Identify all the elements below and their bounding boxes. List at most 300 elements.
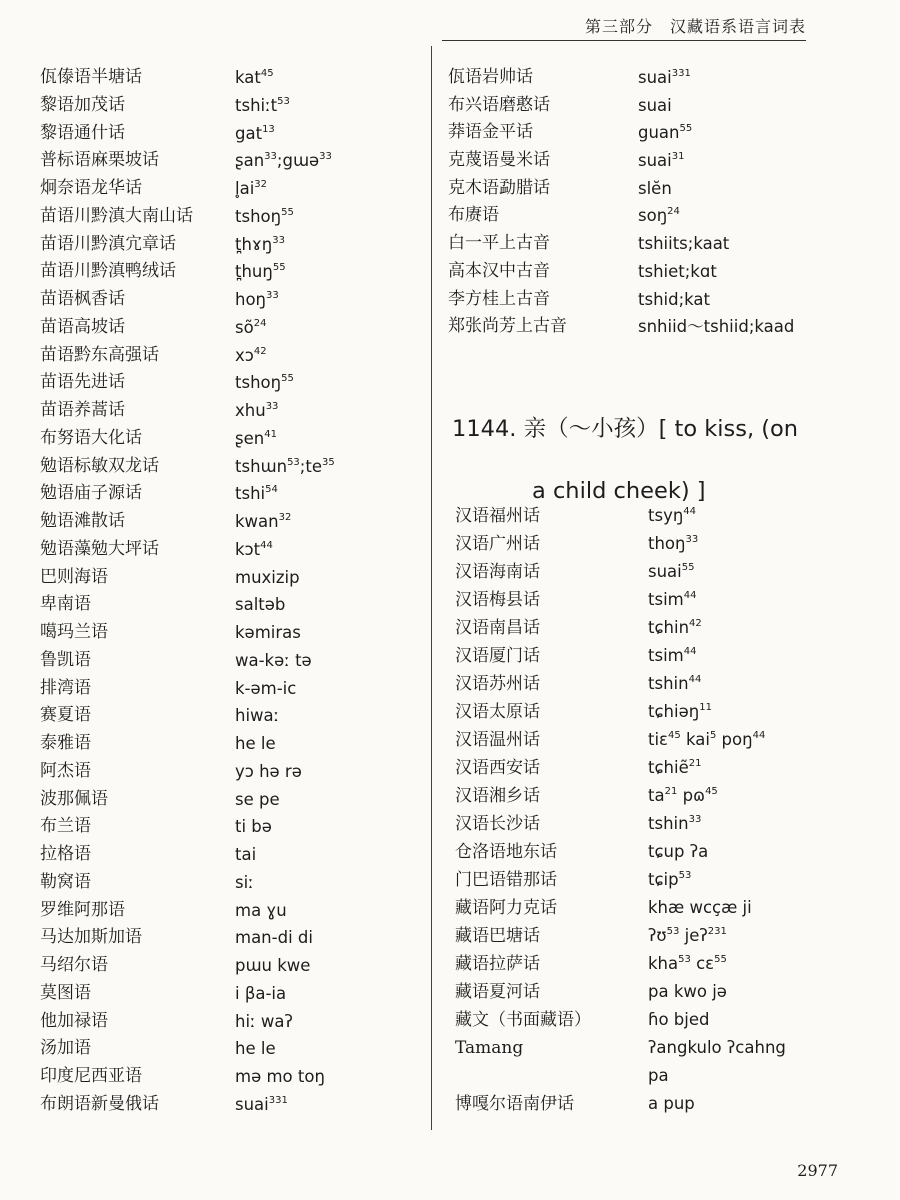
word-entry-row	[448, 175, 848, 203]
language-name: 鲁凯语	[40, 649, 91, 670]
word-form	[648, 978, 727, 1006]
word-form	[648, 698, 712, 726]
word-entry-row	[40, 175, 425, 203]
word-form	[648, 558, 694, 586]
tone-number: 33	[685, 534, 699, 545]
language-name: 藏语拉萨话	[455, 954, 540, 974]
right-column-bottom	[455, 502, 855, 1118]
language-name: 马绍尔语	[40, 955, 108, 975]
word-entry-row	[40, 702, 425, 730]
tone-number: 33	[272, 234, 285, 246]
form-segment: pɷ	[677, 786, 706, 805]
word-entry-row	[455, 810, 855, 838]
word-form	[235, 147, 332, 175]
form-segment: wa-kəː tə	[235, 650, 312, 670]
form-segment: ʂen	[235, 428, 265, 448]
word-entry-row	[40, 758, 425, 786]
form-segment: tɕhiẽ	[648, 758, 689, 777]
word-entry-row	[455, 950, 855, 978]
form-segment: kat	[235, 68, 261, 87]
language-name: 苗语枫香话	[40, 289, 125, 309]
tone-number: 21	[688, 758, 702, 769]
word-entry-row	[455, 922, 855, 950]
word-form	[235, 369, 294, 397]
word-entry-row	[40, 480, 425, 508]
form-segment: saltəb	[235, 595, 286, 615]
form-segment: tshoŋ	[235, 206, 282, 226]
word-entry-row	[40, 1091, 425, 1119]
word-form	[235, 619, 301, 647]
word-entry-row	[40, 369, 425, 397]
word-form	[235, 397, 278, 425]
word-entry-row	[455, 866, 855, 894]
language-name: 汉语西安话	[455, 758, 540, 778]
form-segment: khæ wcçæ ji	[648, 898, 752, 917]
word-entry-row	[40, 952, 425, 980]
language-name: 他加禄语	[40, 1010, 108, 1031]
language-name: 苗语先进话	[40, 372, 125, 393]
tone-number: 5	[709, 730, 717, 741]
word-form	[235, 924, 313, 952]
form-segment: l̥ai	[235, 179, 255, 198]
word-entry-row	[40, 647, 425, 675]
word-entry-row	[40, 1035, 425, 1063]
word-form	[235, 1091, 288, 1119]
tone-number: 11	[699, 702, 712, 713]
word-form	[648, 530, 698, 558]
language-name: 赛夏语	[40, 705, 91, 726]
entry-title-line2: a child cheek) ]	[532, 478, 706, 504]
word-entry-row	[40, 730, 425, 758]
language-name: 汉语苏州话	[455, 674, 540, 694]
language-name: 苗语川黔滇宂章话	[40, 233, 176, 254]
language-name: 藏语巴塘话	[455, 926, 540, 946]
word-entry-row	[40, 675, 425, 703]
language-name: 汉语福州话	[455, 506, 540, 526]
tone-number: 42	[253, 345, 267, 357]
word-form	[235, 1063, 325, 1091]
word-entry-row	[455, 642, 855, 670]
word-form	[235, 702, 279, 730]
word-entry-row	[40, 453, 425, 481]
tone-number: 44	[688, 674, 702, 685]
form-segment: hoŋ	[235, 290, 267, 309]
form-segment: tshin	[648, 814, 689, 833]
word-form	[648, 950, 727, 978]
word-entry-row	[455, 978, 855, 1006]
word-form	[235, 536, 273, 564]
form-segment: ma ɣu	[235, 900, 287, 920]
tone-number: 31	[671, 151, 685, 163]
word-form	[638, 119, 692, 147]
language-name: 布兴语磨憨话	[448, 94, 550, 115]
language-name: 佤傣语半塘话	[40, 67, 142, 87]
word-entry-row	[455, 698, 855, 726]
language-name: 李方桂上古音	[448, 288, 550, 309]
language-name: 马达加斯加语	[40, 927, 142, 948]
form-segment: ;te	[299, 456, 322, 476]
form-segment: tshin	[648, 674, 689, 693]
word-entry-row	[40, 980, 425, 1008]
form-segment: tshɯn	[235, 456, 288, 476]
language-name: 汉语厦门话	[455, 646, 540, 666]
word-form	[648, 838, 708, 866]
word-form	[648, 810, 701, 838]
tone-number: 32	[278, 512, 292, 523]
form-segment: t̪hɤŋ	[235, 234, 273, 254]
word-form	[638, 286, 710, 314]
language-name: 黎语通什话	[40, 122, 125, 143]
word-entry-row	[448, 147, 848, 175]
word-form	[235, 591, 285, 619]
form-segment: t̪huŋ	[235, 262, 273, 282]
language-name: 波那佩语	[40, 788, 108, 809]
form-segment: tshiet;kɑt	[638, 261, 717, 281]
word-entry-row	[455, 1034, 855, 1062]
language-name: 苗语黔东高强话	[40, 344, 159, 365]
entry-title-line1: 1144. 亲（～小孩）[ to kiss, (on	[452, 416, 799, 442]
language-name: 高本汉中古音	[448, 260, 550, 281]
word-entry-row	[40, 258, 425, 286]
tone-number: 33	[264, 151, 277, 163]
word-entry-row	[455, 782, 855, 810]
word-form	[638, 64, 691, 92]
word-entry-row	[40, 231, 425, 259]
word-entry-row	[40, 120, 425, 148]
word-entry-row	[40, 147, 425, 175]
language-name: 苗语养蒿话	[40, 400, 125, 420]
word-entry-row	[455, 502, 855, 530]
word-entry-row	[40, 1008, 425, 1036]
tone-number: 33	[266, 290, 279, 301]
word-entry-row	[455, 1090, 855, 1118]
word-form	[648, 782, 718, 810]
word-entry-row	[448, 202, 848, 230]
word-form	[638, 202, 680, 230]
language-name: 苗语高坡话	[40, 316, 125, 337]
word-form	[235, 730, 276, 758]
running-header: 第三部分 汉藏语系语言词表	[584, 17, 806, 36]
language-name: 勉语滩散话	[40, 511, 125, 531]
form-segment: cɛ	[690, 954, 715, 973]
word-form	[235, 508, 291, 536]
word-form	[235, 952, 310, 980]
form-segment: kai	[680, 730, 710, 749]
language-name: 佤语岩帅话	[448, 67, 533, 87]
form-segment: siː	[235, 872, 254, 892]
word-entry-row	[40, 924, 425, 952]
form-segment: ʔangkulo ʔcahng	[648, 1038, 786, 1057]
word-entry-row	[40, 342, 425, 370]
word-entry-row	[40, 813, 425, 841]
form-segment: pa	[648, 1066, 669, 1085]
form-segment: slĕn	[638, 178, 672, 198]
form-segment: kɔt	[235, 539, 261, 559]
form-segment: muxizip	[235, 567, 300, 587]
language-name: 阿杰语	[40, 760, 91, 781]
form-segment: soŋ	[638, 206, 668, 226]
language-name: 巴则海语	[40, 566, 108, 587]
language-name: 勒窝语	[40, 871, 91, 892]
form-segment: tsyŋ	[648, 506, 684, 525]
form-segment: jeʔ	[679, 926, 708, 945]
word-entry-row	[40, 64, 425, 92]
language-name: 汉语长沙话	[455, 814, 540, 834]
form-segment: tiɛ	[648, 730, 668, 749]
word-form	[235, 647, 312, 675]
word-form	[638, 313, 794, 341]
word-form	[648, 586, 696, 614]
form-segment: gat	[235, 123, 263, 143]
tone-number: 13	[262, 123, 275, 135]
language-name: 勉语藻勉大坪话	[40, 538, 159, 559]
language-name: 博嘎尔语南伊话	[455, 1094, 574, 1114]
form-segment: guan	[638, 123, 680, 143]
form-segment: ɦo bjed	[648, 1010, 710, 1029]
language-name: 苗语川黔滇大南山话	[40, 205, 193, 226]
word-entry-row	[40, 564, 425, 592]
word-form	[235, 786, 280, 814]
column-divider	[431, 46, 432, 1130]
word-form	[648, 1006, 709, 1034]
language-name: 汉语广州话	[455, 534, 540, 554]
language-name: 排湾语	[40, 677, 91, 698]
page-number: 2977	[797, 1161, 838, 1180]
word-entry-row	[455, 558, 855, 586]
word-entry-row	[40, 92, 425, 120]
word-entry-row	[448, 119, 848, 147]
tone-number: 53	[287, 456, 300, 468]
word-entry-row	[455, 1062, 855, 1090]
word-form	[235, 286, 279, 314]
form-segment: tshi	[235, 484, 266, 504]
form-segment: poŋ	[716, 730, 753, 749]
word-form	[235, 425, 277, 453]
language-name: 郑张尚芳上古音	[448, 316, 567, 337]
form-segment: suai	[235, 1094, 269, 1114]
form-segment: hiwaː	[235, 706, 280, 726]
word-entry-row	[448, 313, 848, 341]
word-entry-row	[455, 670, 855, 698]
form-segment: ʔʊ	[648, 926, 667, 945]
word-form	[648, 754, 701, 782]
form-segment: pɯu kwe	[235, 956, 311, 975]
tone-number: 24	[253, 317, 267, 329]
word-form	[648, 726, 765, 754]
word-entry-row	[40, 897, 425, 925]
word-entry-row	[40, 203, 425, 231]
word-form	[235, 758, 302, 786]
word-form	[235, 314, 266, 342]
form-segment: tshoŋ	[235, 373, 282, 393]
tone-number: 44	[683, 590, 697, 601]
tone-number: 55	[679, 123, 693, 135]
language-name: 汉语海南话	[455, 562, 540, 582]
form-segment: ta	[648, 786, 665, 805]
form-segment: he le	[235, 734, 276, 753]
form-segment: se pe	[235, 789, 280, 809]
tone-number: 53	[277, 95, 290, 107]
word-form	[648, 894, 752, 922]
word-entry-row	[455, 726, 855, 754]
language-name: 藏语夏河话	[455, 982, 540, 1002]
form-segment: suai	[638, 95, 672, 115]
word-entry-row	[40, 286, 425, 314]
word-form	[235, 1035, 276, 1063]
form-segment: suai	[648, 562, 682, 581]
form-segment: man-di di	[235, 928, 313, 948]
word-entry-row	[40, 1063, 425, 1091]
language-name: 布赓语	[448, 205, 499, 226]
form-segment: tsim	[648, 646, 684, 665]
word-entry-row	[40, 536, 425, 564]
word-form	[648, 866, 691, 894]
language-name: 汉语湘乡话	[455, 786, 540, 806]
tone-number: 24	[667, 206, 680, 218]
word-entry-row	[455, 838, 855, 866]
tone-number: 55	[272, 262, 286, 274]
form-segment: mə mo toŋ	[235, 1067, 325, 1086]
right-column-top	[448, 64, 848, 341]
language-name: 黎语加茂话	[40, 94, 125, 115]
word-form	[648, 614, 702, 642]
word-form	[235, 869, 254, 897]
word-form	[638, 258, 717, 286]
word-form	[235, 841, 256, 869]
tone-number: 44	[683, 646, 697, 657]
word-entry-row	[40, 591, 425, 619]
word-form	[235, 203, 294, 231]
tone-number: 44	[683, 506, 697, 517]
form-segment: he le	[235, 1039, 276, 1059]
tone-number: 45	[667, 730, 681, 741]
word-form	[648, 670, 701, 698]
language-name: 普标语麻栗坡话	[40, 150, 159, 171]
word-form	[235, 258, 286, 286]
tone-number: 32	[254, 179, 268, 190]
word-form	[648, 922, 727, 950]
language-name: 藏文（书面藏语）	[455, 1010, 591, 1030]
tone-number: 231	[707, 926, 727, 937]
word-form	[648, 1062, 669, 1090]
tone-number: 44	[752, 730, 766, 741]
language-name: 仓洛语地东话	[455, 842, 557, 862]
word-entry-row	[448, 258, 848, 286]
form-segment: kəmiras	[235, 623, 301, 642]
language-name: 勉语标敏双龙话	[40, 455, 159, 476]
language-name: 罗维阿那语	[40, 899, 125, 920]
word-entry-row	[40, 425, 425, 453]
form-segment: yɔ hə rə	[235, 761, 302, 781]
word-form	[648, 642, 696, 670]
language-name: 克木语勐腊话	[448, 177, 550, 198]
language-name: 炯奈语龙华话	[40, 178, 142, 198]
language-name: 藏语阿力克话	[455, 898, 557, 918]
language-name: 白一平上古音	[448, 233, 550, 254]
word-form	[638, 230, 729, 258]
word-entry-row	[40, 397, 425, 425]
word-form	[235, 231, 285, 259]
tone-number: 53	[678, 870, 692, 881]
language-name: 汤加语	[40, 1038, 91, 1059]
form-segment: tai	[235, 845, 257, 864]
tone-number: 55	[281, 373, 294, 385]
language-name: 布努语大化话	[40, 427, 142, 448]
word-form	[235, 980, 286, 1008]
word-entry-row	[455, 754, 855, 782]
word-form	[235, 342, 267, 370]
word-entry-row	[448, 286, 848, 314]
form-segment: k-əm-ic	[235, 678, 297, 698]
language-name: 泰雅语	[40, 733, 91, 753]
tone-number: 53	[666, 926, 680, 937]
tone-number: 42	[689, 618, 702, 629]
tone-number: 55	[681, 562, 695, 573]
language-name: 汉语南昌话	[455, 618, 540, 638]
word-form	[235, 453, 335, 481]
language-name: 克蔑语曼米话	[448, 150, 550, 171]
form-segment: tɕip	[648, 870, 679, 889]
language-name: 拉格语	[40, 844, 91, 864]
form-segment: tsim	[648, 590, 684, 609]
form-segment: ;gɯə	[276, 151, 320, 171]
language-name: 莽语金平话	[448, 122, 533, 143]
form-segment: tɕhin	[648, 618, 690, 637]
language-name: Tamang	[455, 1038, 524, 1058]
tone-number: 55	[714, 954, 727, 965]
form-segment: pa kwo jə	[648, 982, 727, 1001]
word-form	[235, 564, 300, 592]
tone-number: 33	[319, 151, 332, 163]
word-form	[235, 813, 272, 841]
language-name: 莫图语	[40, 982, 91, 1003]
form-segment: kwan	[235, 512, 279, 531]
word-entry-row	[448, 64, 848, 92]
word-form	[648, 502, 696, 530]
word-form	[235, 120, 275, 148]
left-column	[40, 64, 425, 1119]
form-segment: kha	[648, 954, 679, 973]
word-form	[235, 480, 278, 508]
form-segment: thoŋ	[648, 534, 686, 553]
word-form	[235, 92, 290, 120]
tone-number: 45	[705, 786, 718, 797]
form-segment: ti bə	[235, 817, 272, 837]
tone-number: 53	[678, 954, 691, 965]
form-segment: tshiits;kaat	[638, 234, 730, 254]
form-segment: suai	[638, 68, 672, 87]
word-form	[638, 92, 672, 120]
form-segment: xhu	[235, 401, 266, 420]
word-form	[235, 675, 296, 703]
word-entry-row	[455, 894, 855, 922]
tone-number: 21	[664, 786, 678, 797]
form-segment: i βa-ia	[235, 983, 287, 1003]
form-segment: sõ	[235, 317, 254, 337]
word-entry-row	[40, 619, 425, 647]
word-form	[648, 1034, 786, 1062]
tone-number: 45	[260, 68, 274, 79]
form-segment: snhiid～tshiid;kaad	[638, 317, 795, 337]
word-form	[638, 175, 672, 203]
form-segment: tɕup ʔa	[648, 842, 709, 861]
word-entry-row	[40, 508, 425, 536]
word-entry-row	[448, 230, 848, 258]
tone-number: 44	[260, 539, 273, 551]
form-segment: tshid;kat	[638, 289, 710, 309]
word-form	[235, 897, 287, 925]
word-entry-row	[40, 314, 425, 342]
